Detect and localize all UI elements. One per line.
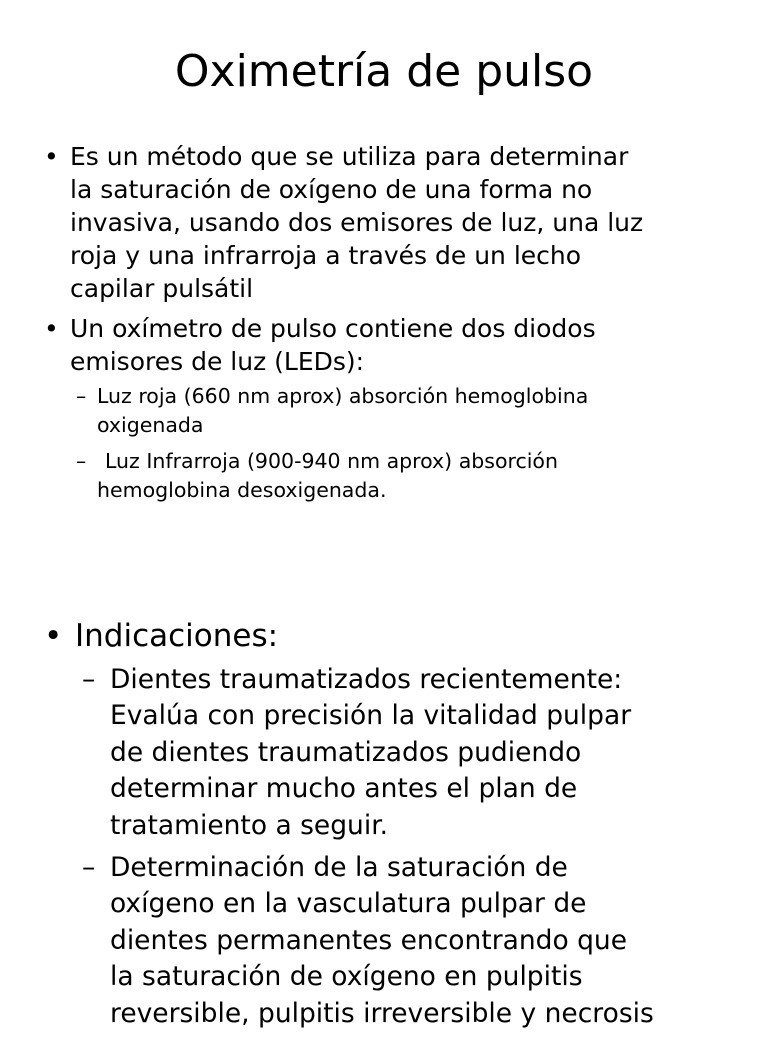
text-line: determinar mucho antes el plan de [110,773,578,805]
bullet-item-leds [0,312,768,378]
text-line: dientes permanentes encontrando que [110,924,628,956]
bullet-glyph: • [44,618,63,654]
subitem-infrared-light [0,447,768,505]
text-line: invasiva, usando dos emisores de luz, una luz [70,208,644,237]
text-line: capilar pulsátil [70,274,254,303]
dash-glyph: – [82,852,96,884]
text-line: Evalúa con precisión la vitalidad pulpar [110,700,632,732]
slide-title: Oximetría de pulso [174,46,594,97]
text-line: Dientes traumatizados recientemente: [110,664,623,695]
bullet-glyph: • [44,314,59,343]
text-line: roja y una infrarroja a través de un lecho [70,241,582,270]
text-line: de dientes traumatizados pudiendo [110,736,582,768]
section-description [0,140,768,512]
text-line: hemoglobina desoxigenada. [97,478,387,502]
text-line: emisores de luz (LEDs): [70,347,365,376]
text-line: oxígeno en la vasculatura pulpar de [110,888,587,920]
text-line: Luz roja (660 nm aprox) absorción hemoglobina [97,384,589,408]
dash-glyph: – [76,384,87,408]
section-indications [0,616,768,1038]
text-line: reversible, pulpitis irreversible y necrosis [110,997,654,1029]
text-line-content: Luz Infrarroja (900-940 nm aprox) absorción [105,449,558,473]
text-line: la saturación de oxígeno de una forma no [70,175,593,204]
text-line [97,447,768,476]
subitem-red-light [0,382,768,440]
text-line: tratamiento a seguir. [110,809,389,841]
text-line: la saturación de oxígeno en pulpitis [110,961,583,993]
indications-heading [0,616,768,656]
dash-glyph: – [82,664,96,695]
text-line: Determinación de la saturación de [110,852,568,884]
indication-item-trauma [0,662,768,844]
text-line: Un oxímetro de pulso contiene dos diodos [70,314,596,343]
text-line: oxigenada [97,413,204,437]
bullet-item-method [0,140,768,305]
indication-item-saturation [0,850,768,1032]
text-line: Es un método que se utiliza para determinar [70,142,629,171]
heading-text: Indicaciones: [75,618,279,654]
dash-glyph: – [76,449,87,473]
bullet-glyph: • [44,142,59,171]
